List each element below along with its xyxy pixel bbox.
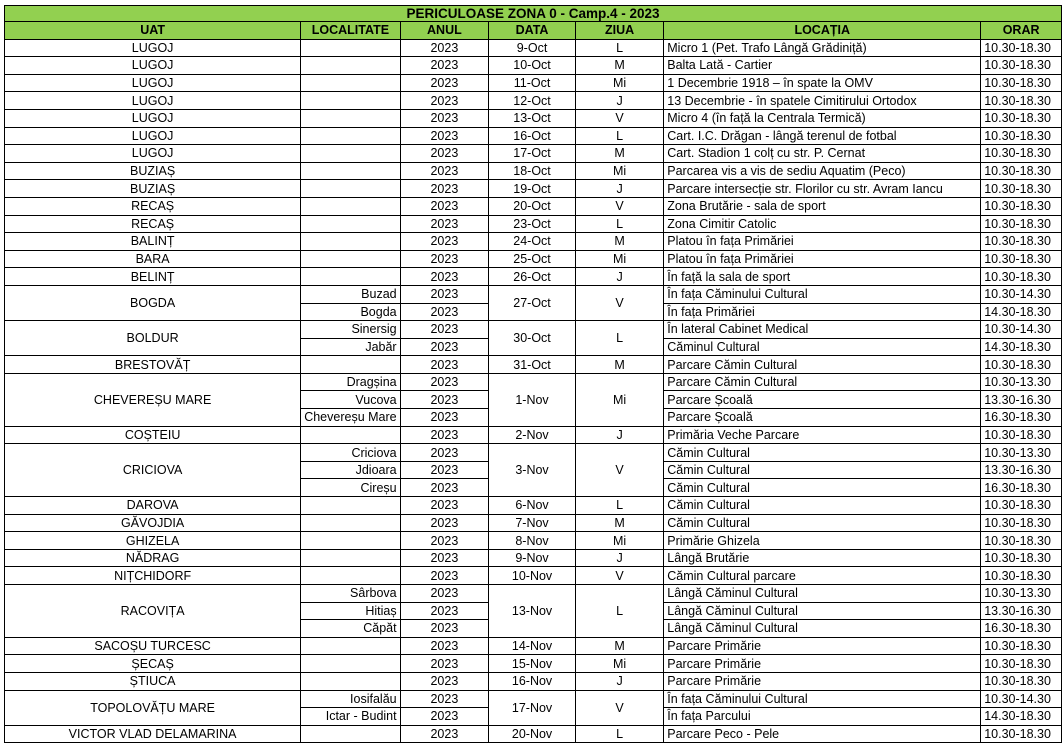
location-cell: Micro 1 (Pet. Trafo Lângă Grădiniță) bbox=[664, 39, 981, 57]
time-cell: 10.30-18.30 bbox=[981, 57, 1062, 75]
localitate-cell: Hitiaș bbox=[301, 602, 400, 620]
uat-cell: LUGOJ bbox=[5, 127, 301, 145]
time-cell: 10.30-18.30 bbox=[981, 215, 1062, 233]
date-cell: 8-Nov bbox=[489, 532, 576, 550]
year-cell: 2023 bbox=[400, 461, 489, 479]
localitate-cell bbox=[301, 426, 400, 444]
localitate-cell bbox=[301, 74, 400, 92]
year-cell: 2023 bbox=[400, 567, 489, 585]
table-row bbox=[5, 57, 1062, 75]
year-cell: 2023 bbox=[400, 162, 489, 180]
table-row bbox=[5, 532, 1062, 550]
localitate-cell: Căpăt bbox=[301, 620, 400, 638]
location-cell: Cart. Stadion 1 colț cu str. P. Cernat bbox=[664, 145, 981, 163]
day-cell: L bbox=[575, 127, 663, 145]
day-cell: M bbox=[575, 233, 663, 251]
localitate-cell bbox=[301, 549, 400, 567]
localitate-cell: Cireșu bbox=[301, 479, 400, 497]
uat-cell: RECAȘ bbox=[5, 197, 301, 215]
localitate-cell bbox=[301, 162, 400, 180]
table-row bbox=[5, 514, 1062, 532]
location-cell: 13 Decembrie - în spatele Cimitirului Ortodox bbox=[664, 92, 981, 110]
table-row bbox=[5, 356, 1062, 374]
day-cell: L bbox=[575, 585, 663, 638]
year-cell: 2023 bbox=[400, 180, 489, 198]
table-row bbox=[5, 321, 1062, 339]
year-cell: 2023 bbox=[400, 479, 489, 497]
time-cell: 10.30-18.30 bbox=[981, 655, 1062, 673]
year-cell: 2023 bbox=[400, 215, 489, 233]
uat-cell: BUZIAȘ bbox=[5, 180, 301, 198]
table-row bbox=[5, 127, 1062, 145]
localitate-cell bbox=[301, 497, 400, 515]
location-cell: Balta Lată - Cartier bbox=[664, 57, 981, 75]
day-cell: L bbox=[575, 321, 663, 356]
year-cell: 2023 bbox=[400, 426, 489, 444]
location-cell: În fața Primăriei bbox=[664, 303, 981, 321]
uat-cell: RECAȘ bbox=[5, 215, 301, 233]
time-cell: 10.30-13.30 bbox=[981, 585, 1062, 603]
localitate-cell: Iosifalău bbox=[301, 690, 400, 708]
uat-cell: TOPOLOVĂȚU MARE bbox=[5, 690, 301, 725]
year-cell: 2023 bbox=[400, 672, 489, 690]
uat-cell: NĂDRAG bbox=[5, 549, 301, 567]
location-cell: Primărie Ghizela bbox=[664, 532, 981, 550]
year-cell: 2023 bbox=[400, 585, 489, 603]
uat-cell: BELINȚ bbox=[5, 268, 301, 286]
header-ziua: ZIUA bbox=[575, 22, 663, 40]
table-row bbox=[5, 162, 1062, 180]
table-body bbox=[5, 39, 1062, 743]
day-cell: Mi bbox=[575, 532, 663, 550]
uat-cell: BALINȚ bbox=[5, 233, 301, 251]
time-cell: 13.30-16.30 bbox=[981, 461, 1062, 479]
location-cell: Platou în fața Primăriei bbox=[664, 233, 981, 251]
year-cell: 2023 bbox=[400, 602, 489, 620]
year-cell: 2023 bbox=[400, 497, 489, 515]
date-cell: 17-Nov bbox=[489, 690, 576, 725]
time-cell: 14.30-18.30 bbox=[981, 338, 1062, 356]
header-uat: UAT bbox=[5, 22, 301, 40]
localitate-cell: Sinersig bbox=[301, 321, 400, 339]
uat-cell: DAROVA bbox=[5, 497, 301, 515]
localitate-cell: Criciova bbox=[301, 444, 400, 462]
localitate-cell bbox=[301, 145, 400, 163]
day-cell: Mi bbox=[575, 250, 663, 268]
localitate-cell bbox=[301, 637, 400, 655]
day-cell: J bbox=[575, 672, 663, 690]
table-row bbox=[5, 39, 1062, 57]
localitate-cell: Jdioara bbox=[301, 461, 400, 479]
table-row bbox=[5, 672, 1062, 690]
location-cell: Cămin Cultural parcare bbox=[664, 567, 981, 585]
location-cell: Parcare Peco - Pele bbox=[664, 725, 981, 743]
table-row bbox=[5, 285, 1062, 303]
time-cell: 10.30-14.30 bbox=[981, 321, 1062, 339]
table-row bbox=[5, 655, 1062, 673]
year-cell: 2023 bbox=[400, 74, 489, 92]
year-cell: 2023 bbox=[400, 92, 489, 110]
date-cell: 23-Oct bbox=[489, 215, 576, 233]
year-cell: 2023 bbox=[400, 655, 489, 673]
date-cell: 2-Nov bbox=[489, 426, 576, 444]
time-cell: 10.30-18.30 bbox=[981, 92, 1062, 110]
localitate-cell: Bogda bbox=[301, 303, 400, 321]
location-cell: Parcarea vis a vis de sediu Aquatim (Peco) bbox=[664, 162, 981, 180]
year-cell: 2023 bbox=[400, 197, 489, 215]
sheet-title: PERICULOASE ZONA 0 - Camp.4 - 2023 bbox=[5, 6, 1062, 22]
day-cell: L bbox=[575, 725, 663, 743]
localitate-cell: Sârbova bbox=[301, 585, 400, 603]
day-cell: Mi bbox=[575, 74, 663, 92]
table-row bbox=[5, 92, 1062, 110]
time-cell: 13.30-16.30 bbox=[981, 391, 1062, 409]
day-cell: Mi bbox=[575, 655, 663, 673]
table-row bbox=[5, 690, 1062, 708]
localitate-cell bbox=[301, 92, 400, 110]
location-cell: În fața Căminului Cultural bbox=[664, 285, 981, 303]
table-row bbox=[5, 250, 1062, 268]
localitate-cell: Buzad bbox=[301, 285, 400, 303]
location-cell: Cămin Cultural bbox=[664, 497, 981, 515]
time-cell: 10.30-18.30 bbox=[981, 180, 1062, 198]
year-cell: 2023 bbox=[400, 708, 489, 726]
localitate-cell bbox=[301, 57, 400, 75]
table-row bbox=[5, 444, 1062, 462]
location-cell: Parcare intersecție str. Florilor cu str. Avram Iancu bbox=[664, 180, 981, 198]
date-cell: 9-Nov bbox=[489, 549, 576, 567]
localitate-cell bbox=[301, 39, 400, 57]
location-cell: Parcare Cămin Cultural bbox=[664, 373, 981, 391]
date-cell: 12-Oct bbox=[489, 92, 576, 110]
time-cell: 10.30-18.30 bbox=[981, 250, 1062, 268]
table-row bbox=[5, 426, 1062, 444]
localitate-cell bbox=[301, 514, 400, 532]
year-cell: 2023 bbox=[400, 57, 489, 75]
time-cell: 10.30-18.30 bbox=[981, 426, 1062, 444]
time-cell: 10.30-18.30 bbox=[981, 549, 1062, 567]
date-cell: 13-Nov bbox=[489, 585, 576, 638]
uat-cell: NIȚCHIDORF bbox=[5, 567, 301, 585]
table-row bbox=[5, 215, 1062, 233]
location-cell: Cart. I.C. Drăgan - lângă terenul de fotbal bbox=[664, 127, 981, 145]
schedule-table bbox=[4, 5, 1062, 743]
uat-cell: LUGOJ bbox=[5, 145, 301, 163]
uat-cell: GHIZELA bbox=[5, 532, 301, 550]
localitate-cell bbox=[301, 268, 400, 286]
location-cell: Căminul Cultural bbox=[664, 338, 981, 356]
location-cell: Parcare Primărie bbox=[664, 672, 981, 690]
day-cell: V bbox=[575, 197, 663, 215]
time-cell: 10.30-18.30 bbox=[981, 197, 1062, 215]
table-row bbox=[5, 233, 1062, 251]
year-cell: 2023 bbox=[400, 514, 489, 532]
date-cell: 15-Nov bbox=[489, 655, 576, 673]
table-row bbox=[5, 637, 1062, 655]
day-cell: M bbox=[575, 57, 663, 75]
day-cell: M bbox=[575, 145, 663, 163]
date-cell: 31-Oct bbox=[489, 356, 576, 374]
uat-cell: CHEVEREȘU MARE bbox=[5, 373, 301, 426]
time-cell: 14.30-18.30 bbox=[981, 708, 1062, 726]
uat-cell: BOGDA bbox=[5, 285, 301, 320]
year-cell: 2023 bbox=[400, 285, 489, 303]
year-cell: 2023 bbox=[400, 39, 489, 57]
localitate-cell bbox=[301, 725, 400, 743]
day-cell: V bbox=[575, 444, 663, 497]
day-cell: Mi bbox=[575, 162, 663, 180]
day-cell: Mi bbox=[575, 373, 663, 426]
location-cell: Lângă Brutărie bbox=[664, 549, 981, 567]
uat-cell: VICTOR VLAD DELAMARINA bbox=[5, 725, 301, 743]
day-cell: M bbox=[575, 514, 663, 532]
uat-cell: SACOȘU TURCESC bbox=[5, 637, 301, 655]
time-cell: 10.30-18.30 bbox=[981, 567, 1062, 585]
time-cell: 10.30-18.30 bbox=[981, 109, 1062, 127]
date-cell: 30-Oct bbox=[489, 321, 576, 356]
location-cell: Zona Cimitir Catolic bbox=[664, 215, 981, 233]
localitate-cell bbox=[301, 567, 400, 585]
localitate-cell bbox=[301, 250, 400, 268]
time-cell: 10.30-13.30 bbox=[981, 373, 1062, 391]
location-cell: În fața Căminului Cultural bbox=[664, 690, 981, 708]
uat-cell: GĂVOJDIA bbox=[5, 514, 301, 532]
day-cell: J bbox=[575, 92, 663, 110]
year-cell: 2023 bbox=[400, 356, 489, 374]
year-cell: 2023 bbox=[400, 373, 489, 391]
day-cell: J bbox=[575, 549, 663, 567]
year-cell: 2023 bbox=[400, 391, 489, 409]
location-cell: Micro 4 (în față la Centrala Termică) bbox=[664, 109, 981, 127]
location-cell: Cămin Cultural bbox=[664, 461, 981, 479]
location-cell: În lateral Cabinet Medical bbox=[664, 321, 981, 339]
localitate-cell: Dragșina bbox=[301, 373, 400, 391]
date-cell: 10-Oct bbox=[489, 57, 576, 75]
date-cell: 13-Oct bbox=[489, 109, 576, 127]
localitate-cell: Ictar - Budint bbox=[301, 708, 400, 726]
table-row bbox=[5, 268, 1062, 286]
table-row bbox=[5, 373, 1062, 391]
uat-cell: LUGOJ bbox=[5, 74, 301, 92]
date-cell: 11-Oct bbox=[489, 74, 576, 92]
uat-cell: LUGOJ bbox=[5, 39, 301, 57]
date-cell: 20-Oct bbox=[489, 197, 576, 215]
date-cell: 3-Nov bbox=[489, 444, 576, 497]
location-cell: Primăria Veche Parcare bbox=[664, 426, 981, 444]
table-row bbox=[5, 567, 1062, 585]
time-cell: 10.30-18.30 bbox=[981, 162, 1062, 180]
time-cell: 10.30-18.30 bbox=[981, 637, 1062, 655]
year-cell: 2023 bbox=[400, 233, 489, 251]
table-row bbox=[5, 109, 1062, 127]
location-cell: Parcare Primărie bbox=[664, 655, 981, 673]
uat-cell: BUZIAȘ bbox=[5, 162, 301, 180]
table-row bbox=[5, 549, 1062, 567]
table-row bbox=[5, 497, 1062, 515]
date-cell: 10-Nov bbox=[489, 567, 576, 585]
time-cell: 10.30-18.30 bbox=[981, 39, 1062, 57]
time-cell: 10.30-14.30 bbox=[981, 285, 1062, 303]
time-cell: 10.30-18.30 bbox=[981, 514, 1062, 532]
location-cell: Cămin Cultural bbox=[664, 479, 981, 497]
year-cell: 2023 bbox=[400, 250, 489, 268]
location-cell: Platou în fața Primăriei bbox=[664, 250, 981, 268]
localitate-cell bbox=[301, 672, 400, 690]
date-cell: 18-Oct bbox=[489, 162, 576, 180]
table-row bbox=[5, 197, 1062, 215]
time-cell: 10.30-18.30 bbox=[981, 356, 1062, 374]
table-row bbox=[5, 725, 1062, 743]
location-cell: În fața Parcului bbox=[664, 708, 981, 726]
day-cell: V bbox=[575, 567, 663, 585]
time-cell: 10.30-18.30 bbox=[981, 127, 1062, 145]
localitate-cell bbox=[301, 127, 400, 145]
location-cell: Parcare Școală bbox=[664, 391, 981, 409]
header-anul: ANUL bbox=[400, 22, 489, 40]
location-cell: Lângă Căminul Cultural bbox=[664, 585, 981, 603]
localitate-cell bbox=[301, 655, 400, 673]
day-cell: J bbox=[575, 268, 663, 286]
time-cell: 10.30-18.30 bbox=[981, 497, 1062, 515]
year-cell: 2023 bbox=[400, 409, 489, 427]
time-cell: 13.30-16.30 bbox=[981, 602, 1062, 620]
time-cell: 14.30-18.30 bbox=[981, 303, 1062, 321]
uat-cell: LUGOJ bbox=[5, 109, 301, 127]
location-cell: Parcare Școală bbox=[664, 409, 981, 427]
uat-cell: ȘTIUCA bbox=[5, 672, 301, 690]
year-cell: 2023 bbox=[400, 532, 489, 550]
uat-cell: COȘTEIU bbox=[5, 426, 301, 444]
uat-cell: ȘECAȘ bbox=[5, 655, 301, 673]
uat-cell: BARA bbox=[5, 250, 301, 268]
location-cell: Zona Brutărie - sala de sport bbox=[664, 197, 981, 215]
date-cell: 19-Oct bbox=[489, 180, 576, 198]
year-cell: 2023 bbox=[400, 338, 489, 356]
date-cell: 17-Oct bbox=[489, 145, 576, 163]
location-cell: Parcare Cămin Cultural bbox=[664, 356, 981, 374]
year-cell: 2023 bbox=[400, 690, 489, 708]
date-cell: 20-Nov bbox=[489, 725, 576, 743]
location-cell: Cămin Cultural bbox=[664, 444, 981, 462]
localitate-cell: Jabăr bbox=[301, 338, 400, 356]
date-cell: 1-Nov bbox=[489, 373, 576, 426]
uat-cell: LUGOJ bbox=[5, 57, 301, 75]
uat-cell: LUGOJ bbox=[5, 92, 301, 110]
year-cell: 2023 bbox=[400, 145, 489, 163]
date-cell: 7-Nov bbox=[489, 514, 576, 532]
header-data: DATA bbox=[489, 22, 576, 40]
time-cell: 10.30-18.30 bbox=[981, 532, 1062, 550]
year-cell: 2023 bbox=[400, 127, 489, 145]
header-row bbox=[5, 22, 1062, 40]
day-cell: M bbox=[575, 356, 663, 374]
table-row bbox=[5, 585, 1062, 603]
day-cell: L bbox=[575, 497, 663, 515]
year-cell: 2023 bbox=[400, 637, 489, 655]
table-row bbox=[5, 74, 1062, 92]
localitate-cell bbox=[301, 233, 400, 251]
year-cell: 2023 bbox=[400, 549, 489, 567]
localitate-cell bbox=[301, 356, 400, 374]
day-cell: J bbox=[575, 426, 663, 444]
localitate-cell bbox=[301, 532, 400, 550]
time-cell: 10.30-18.30 bbox=[981, 672, 1062, 690]
time-cell: 10.30-18.30 bbox=[981, 145, 1062, 163]
date-cell: 6-Nov bbox=[489, 497, 576, 515]
date-cell: 14-Nov bbox=[489, 637, 576, 655]
location-cell: Parcare Primărie bbox=[664, 637, 981, 655]
year-cell: 2023 bbox=[400, 620, 489, 638]
table-row bbox=[5, 145, 1062, 163]
time-cell: 10.30-13.30 bbox=[981, 444, 1062, 462]
date-cell: 9-Oct bbox=[489, 39, 576, 57]
date-cell: 25-Oct bbox=[489, 250, 576, 268]
table-row bbox=[5, 180, 1062, 198]
location-cell: În față la sala de sport bbox=[664, 268, 981, 286]
date-cell: 26-Oct bbox=[489, 268, 576, 286]
time-cell: 10.30-14.30 bbox=[981, 690, 1062, 708]
time-cell: 10.30-18.30 bbox=[981, 74, 1062, 92]
location-cell: 1 Decembrie 1918 – în spate la OMV bbox=[664, 74, 981, 92]
day-cell: L bbox=[575, 39, 663, 57]
time-cell: 16.30-18.30 bbox=[981, 620, 1062, 638]
time-cell: 10.30-18.30 bbox=[981, 268, 1062, 286]
time-cell: 16.30-18.30 bbox=[981, 409, 1062, 427]
time-cell: 16.30-18.30 bbox=[981, 479, 1062, 497]
date-cell: 16-Oct bbox=[489, 127, 576, 145]
uat-cell: BOLDUR bbox=[5, 321, 301, 356]
localitate-cell: Vucova bbox=[301, 391, 400, 409]
header-locatia: LOCAȚIA bbox=[664, 22, 981, 40]
time-cell: 10.30-18.30 bbox=[981, 725, 1062, 743]
uat-cell: RACOVIȚA bbox=[5, 585, 301, 638]
header-localitate: LOCALITATE bbox=[301, 22, 400, 40]
localitate-cell: Chevereșu Mare bbox=[301, 409, 400, 427]
uat-cell: CRICIOVA bbox=[5, 444, 301, 497]
day-cell: J bbox=[575, 180, 663, 198]
year-cell: 2023 bbox=[400, 109, 489, 127]
year-cell: 2023 bbox=[400, 268, 489, 286]
day-cell: M bbox=[575, 637, 663, 655]
location-cell: Lângă Căminul Cultural bbox=[664, 620, 981, 638]
year-cell: 2023 bbox=[400, 303, 489, 321]
day-cell: V bbox=[575, 285, 663, 320]
year-cell: 2023 bbox=[400, 321, 489, 339]
localitate-cell bbox=[301, 215, 400, 233]
day-cell: L bbox=[575, 215, 663, 233]
day-cell: V bbox=[575, 690, 663, 725]
header-orar: ORAR bbox=[981, 22, 1062, 40]
location-cell: Lângă Căminul Cultural bbox=[664, 602, 981, 620]
day-cell: V bbox=[575, 109, 663, 127]
year-cell: 2023 bbox=[400, 444, 489, 462]
year-cell: 2023 bbox=[400, 725, 489, 743]
date-cell: 24-Oct bbox=[489, 233, 576, 251]
localitate-cell bbox=[301, 180, 400, 198]
date-cell: 27-Oct bbox=[489, 285, 576, 320]
location-cell: Cămin Cultural bbox=[664, 514, 981, 532]
uat-cell: BRESTOVĂȚ bbox=[5, 356, 301, 374]
date-cell: 16-Nov bbox=[489, 672, 576, 690]
time-cell: 10.30-18.30 bbox=[981, 233, 1062, 251]
localitate-cell bbox=[301, 109, 400, 127]
localitate-cell bbox=[301, 197, 400, 215]
